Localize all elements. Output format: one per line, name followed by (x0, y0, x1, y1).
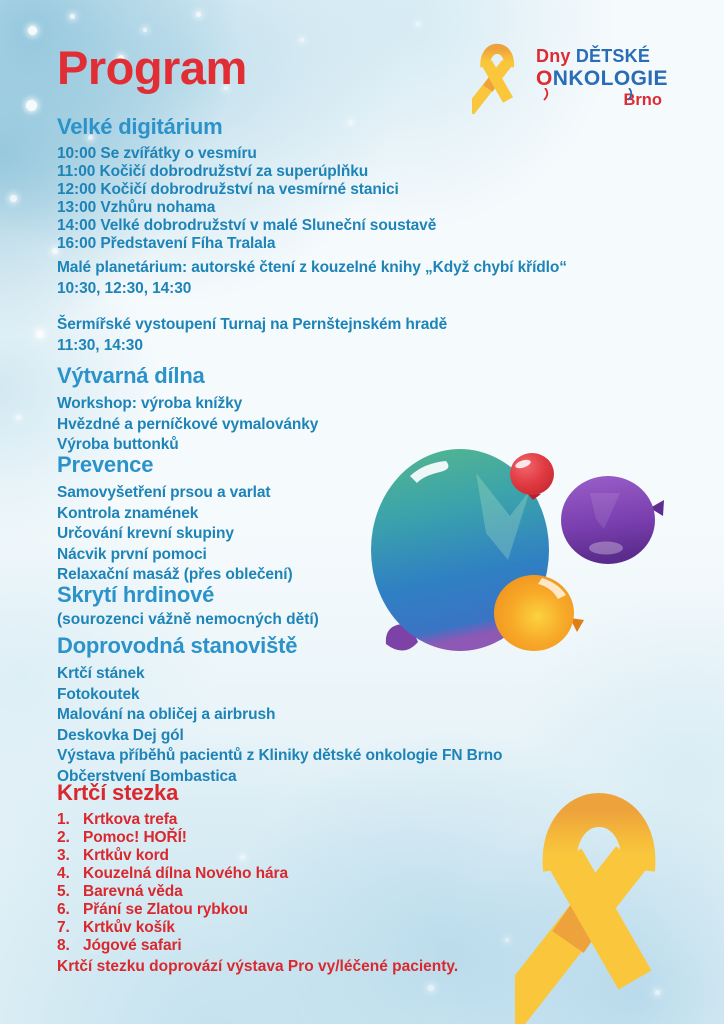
program-item: Kontrola znamének (57, 504, 199, 522)
program-item: Šermířské vystoupení Turnaj na Pernštejnském hradě (57, 316, 448, 333)
program-item: 16:00 Představení Fíha Tralala (57, 234, 276, 252)
program-item: 13:00 Vzhůru nohama (57, 198, 216, 216)
item-label: Krtkův košík (83, 919, 175, 936)
program-item: Deskovka Dej gól (57, 726, 184, 744)
balloon-string-icon (540, 88, 550, 101)
section-heading: Velké digitárium (57, 114, 223, 139)
program-item: Nácvik první pomoci (57, 545, 207, 563)
program-item: Malování na obličej a airbrush (57, 706, 276, 723)
section-male-planetarium (57, 258, 677, 299)
item-label: Pomoc! HOŘÍ! (83, 829, 187, 846)
footer-note: Krtčí stezku doprovází výstava Pro vy/léčené pacienty. (57, 958, 459, 975)
snow-dot (10, 195, 17, 202)
section-skryti-hrdinove (57, 582, 677, 629)
list-item (57, 919, 677, 937)
logo-detske: DĚTSKÉ (575, 46, 651, 66)
program-times: 10:30, 12:30, 14:30 (57, 279, 192, 297)
snow-dot (36, 330, 44, 338)
item-number: 3. (57, 847, 70, 864)
list-item (57, 811, 677, 829)
section-velke-digitarium (57, 114, 677, 252)
program-times: 11:30, 14:30 (57, 336, 143, 354)
program-item: Samovyšetření prsou a varlat (57, 484, 271, 501)
item-number: 1. (57, 811, 70, 828)
item-number: 6. (57, 901, 70, 918)
snow-dot (26, 100, 37, 111)
snow-dot (196, 12, 201, 17)
snow-dot (70, 14, 75, 19)
section-heading: Doprovodná stanoviště (57, 633, 298, 658)
logo-line-2 (536, 68, 668, 89)
item-number: 2. (57, 829, 70, 846)
snow-dot (416, 22, 420, 26)
program-item: Workshop: výroba knížky (57, 395, 243, 412)
logo-dny: Dny (536, 46, 571, 66)
program-item: Hvězdné a perníčkové vymalovánky (57, 415, 319, 433)
item-label: Krtkův kord (83, 847, 169, 864)
item-label: Krtkova trefa (83, 811, 178, 828)
event-logo (472, 36, 668, 114)
program-item: Určování krevní skupiny (57, 525, 234, 542)
program-item: 12:00 Kočičí dobrodružství na vesmírné stanici (57, 180, 399, 198)
program-item: Občerstvení Bombastica (57, 767, 237, 785)
krtci-stezka-list (57, 811, 677, 955)
program-item: Výstava příběhů pacientů z Kliniky dětské onkologie FN Brno (57, 747, 503, 764)
balloon-string-icon (624, 88, 634, 101)
item-number: 5. (57, 883, 70, 900)
section-heading: Prevence (57, 452, 154, 477)
item-number: 4. (57, 865, 70, 882)
program-item: 14:00 Velké dobrodružství v malé Sluneční soustavě (57, 216, 437, 234)
item-label: Jógové safari (83, 937, 182, 954)
program-item: Relaxační masáž (přes oblečení) (57, 566, 293, 583)
page-title: Program (57, 41, 247, 94)
snow-dot (16, 415, 21, 420)
section-heading: Skrytí hrdinové (57, 582, 215, 607)
program-item: Fotokoutek (57, 685, 140, 703)
logo-brno: Brno (623, 91, 662, 109)
program-item: Krtčí stánek (57, 665, 145, 682)
program-item: 11:00 Kočičí dobrodružství za superúplňku (57, 162, 369, 180)
item-label: Kouzelná dílna Nového hára (83, 865, 288, 882)
list-item (57, 865, 677, 883)
awareness-ribbon-icon (472, 36, 532, 114)
program-item: Malé planetárium: autorské čtení z kouzelné knihy „Když chybí křídlo“ (57, 259, 567, 276)
section-doprovodna-stanoviste (57, 633, 677, 787)
logo-line-1 (536, 47, 668, 65)
list-item (57, 901, 677, 919)
logo-text (536, 47, 668, 114)
snow-dot (28, 26, 37, 35)
snow-dot (428, 985, 434, 991)
item-label: Přání se Zlatou rybkou (83, 901, 248, 918)
section-subtitle: (sourozenci vážně nemocných dětí) (57, 611, 319, 628)
list-item (57, 847, 677, 865)
list-item (57, 883, 677, 901)
item-number: 8. (57, 937, 70, 954)
item-label: Barevná věda (83, 883, 183, 900)
section-prevence (57, 452, 677, 586)
list-item (57, 937, 677, 955)
list-item (57, 829, 677, 847)
logo-onkologie-o: O (536, 67, 553, 90)
item-number: 7. (57, 919, 70, 936)
section-krtci-stezka (57, 780, 677, 955)
snow-dot (300, 38, 304, 42)
logo-onkologie-rest: NKOLOGIE (552, 67, 668, 90)
section-heading: Výtvarná dílna (57, 363, 205, 388)
snow-dot (143, 28, 147, 32)
program-item: 10:00 Se zvířátky o vesmíru (57, 145, 257, 162)
program-item: Výroba buttonků (57, 436, 179, 453)
section-vytvarna-dilna (57, 363, 677, 456)
section-sermirske (57, 315, 677, 356)
section-heading: Krtčí stezka (57, 780, 179, 805)
